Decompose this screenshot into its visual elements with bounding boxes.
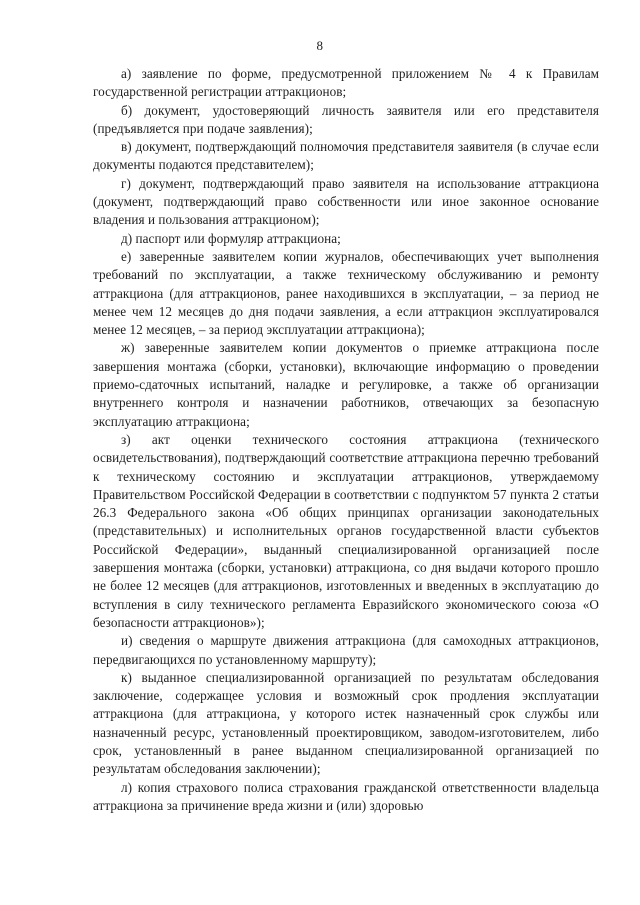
paragraph-k: к) выданное специализированной организацией по результатам обследования заключение, содержащее условия и возможный срок продления эксплуатации аттракциона (для аттракциона, у которого истек назначенный срок службы или назначенный ресурс, установленный проектировщиком, заводом-изготовителем, либо срок, установленный в ранее выданном специализированной организацией по результатам обследования заключении); <box>93 669 599 777</box>
page-number: 8 <box>316 38 324 53</box>
paragraph-b: б) документ, удостоверяющий личность заявителя или его представителя (предъявляется при подаче заявления); <box>93 102 599 136</box>
paragraph-z: з) акт оценки технического состояния аттракциона (технического освидетельствования), подтверждающий соответствие аттракциона перечню требований к техническому состоянию и эксплуатации аттракционов, утверждаемому Правительством Российской Федерации в соответствии с подпунктом 57 пункта 2 статьи 26.3 Федерального закона «Об общих принципах организации законодательных (представительных) и исполнительных органов государственной власти субъектов Российской Федерации», выданный специализированной организацией после завершения монтажа (сборки, установки) аттракциона, со дня выдачи которого прошло не более 12 месяцев (для аттракционов, изготовленных и введенных в эксплуатацию до вступления в силу технического регламента Евразийского экономического союза «О безопасности аттракционов»); <box>93 431 599 630</box>
paragraph-d: д) паспорт или формуляр аттракциона; <box>121 230 341 246</box>
paragraph-v: в) документ, подтверждающий полномочия представителя заявителя (в случае если документы подаются представителем); <box>93 139 599 173</box>
paragraph-e: е) заверенные заявителем копии журналов, обеспечивающих учет выполнения требований по эксплуатации, а также техническому обслуживанию и ремонту аттракциона (для аттракционов, ранее находившихся в эксплуатации, – за период не менее чем 12 месяцев до дня подачи заявления, а если аттракцион эксплуатировался менее 12 месяцев, – за период эксплуатации аттракциона); <box>93 248 599 338</box>
paragraph-l: л) копия страхового полиса страхования гражданской ответственности владельца аттракциона за причинение вреда жизни и (или) здоровью <box>93 779 599 813</box>
paragraph-g: г) документ, подтверждающий право заявителя на использование аттракциона (документ, подтверждающий право собственности или иное законное основание владения и пользования аттракционом); <box>93 175 599 228</box>
paragraph-a: а) заявление по форме, предусмотренной приложением № 4 к Правилам государственной регистрации аттракционов; <box>93 66 599 100</box>
paragraph-zh: ж) заверенные заявителем копии документов о приемке аттракциона после завершения монтажа (сборки, установки), включающие информацию о проведении приемо-сдаточных испытаний, наладке и регулировке, а также об организации внутреннего контроля и назначении работников, отвечающих за безопасную эксплуатацию аттракциона; <box>93 340 599 429</box>
paragraph-i: и) сведения о маршруте движения аттракциона (для самоходных аттракционов, передвигающихся по установленному маршруту); <box>93 633 599 667</box>
document-body <box>93 65 599 815</box>
